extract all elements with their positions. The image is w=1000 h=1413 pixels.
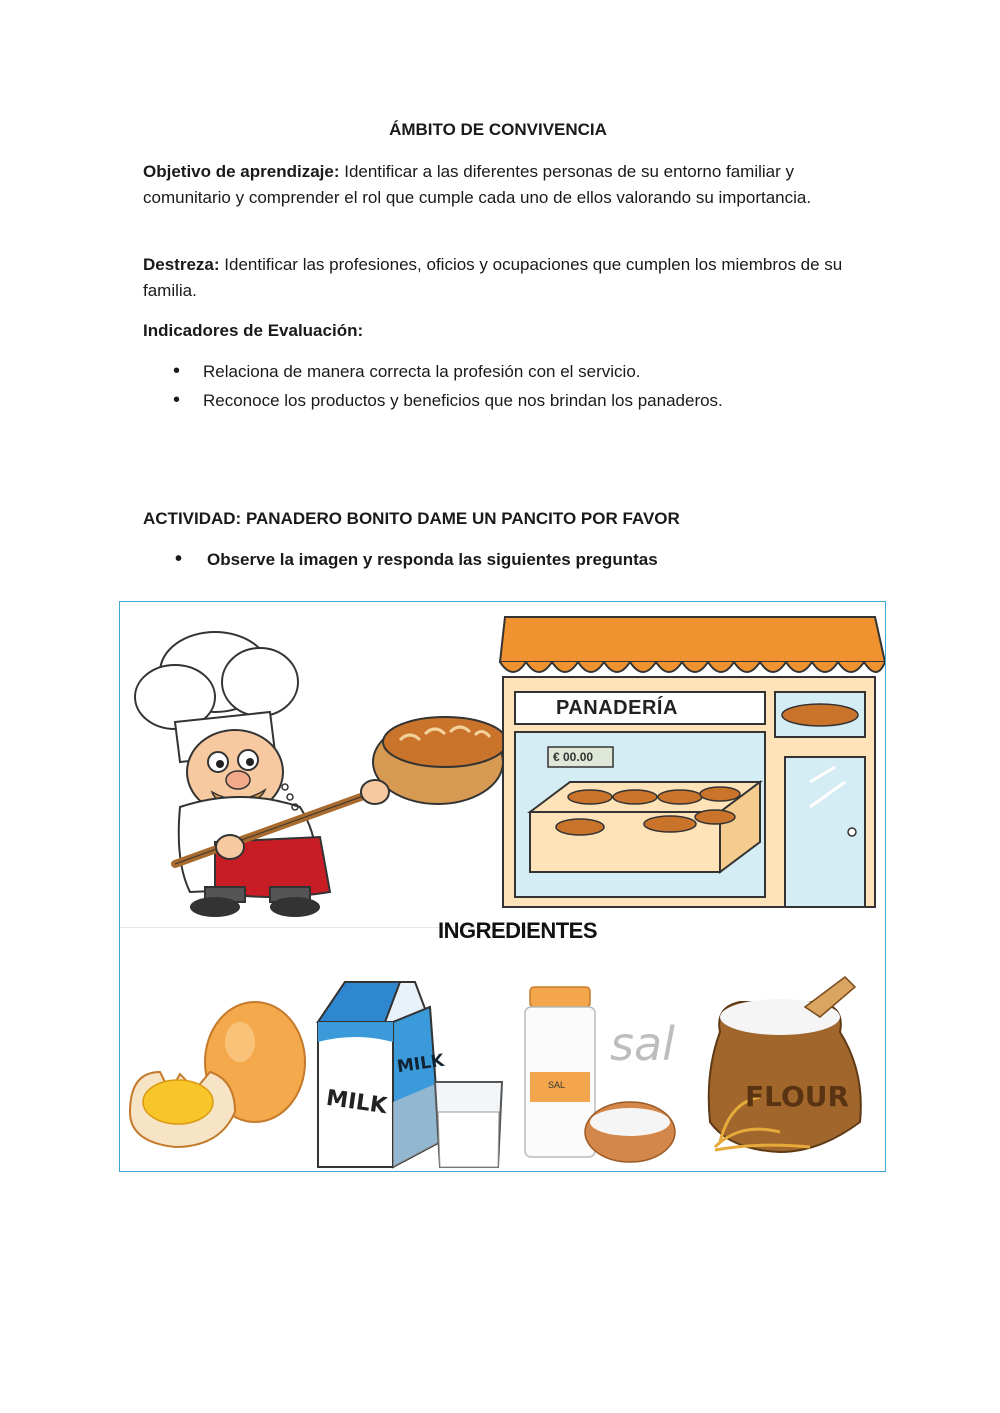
indicators-list xyxy=(173,357,853,415)
objective-label: Objetivo de aprendizaje: xyxy=(143,162,340,181)
skill-text: Identificar las profesiones, oficios y ocupaciones que cumplen los miembros de su familia. xyxy=(143,255,843,300)
egg-illustration xyxy=(130,1002,305,1147)
activity-title: ACTIVIDAD: PANADERO BONITO DAME UN PANCITO POR FAVOR xyxy=(143,509,680,528)
skill-label: Destreza: xyxy=(143,255,220,274)
bakery-figure xyxy=(119,601,886,1172)
ingredients-label: INGREDIENTES xyxy=(438,918,598,943)
document-title: ÁMBITO DE CONVIVENCIA xyxy=(389,120,607,139)
salt-jar-label: SAL xyxy=(548,1080,566,1090)
milk-label-front: MILK xyxy=(324,1085,389,1120)
objective-text: Identificar a las diferentes personas de su entorno familiar y comunitario y comprender el rol que cumple cada uno de ellos valorando su importancia. xyxy=(143,162,812,207)
salt-illustration xyxy=(525,987,675,1162)
price-tag: € 00.00 xyxy=(553,750,594,764)
list-item: • Relaciona de manera correcta la profesión con el servicio. xyxy=(173,357,853,386)
activity-instruction: • Observe la imagen y responda las siguientes preguntas xyxy=(175,550,658,570)
flour-sack-illustration xyxy=(709,977,861,1152)
flour-label: FLOUR xyxy=(745,1080,850,1113)
baker-illustration xyxy=(135,632,507,917)
milk-label-side: MILK xyxy=(395,1050,446,1078)
indicators-label: Indicadores de Evaluación: xyxy=(143,321,364,340)
skill-paragraph xyxy=(143,252,855,304)
list-item: • Reconoce los productos y beneficios que nos brindan los panaderos. xyxy=(173,386,853,415)
objective-paragraph xyxy=(143,159,855,211)
shop-sign: PANADERÍA xyxy=(556,697,678,719)
salt-label: sal xyxy=(610,1017,675,1071)
indicators-heading xyxy=(143,318,855,344)
